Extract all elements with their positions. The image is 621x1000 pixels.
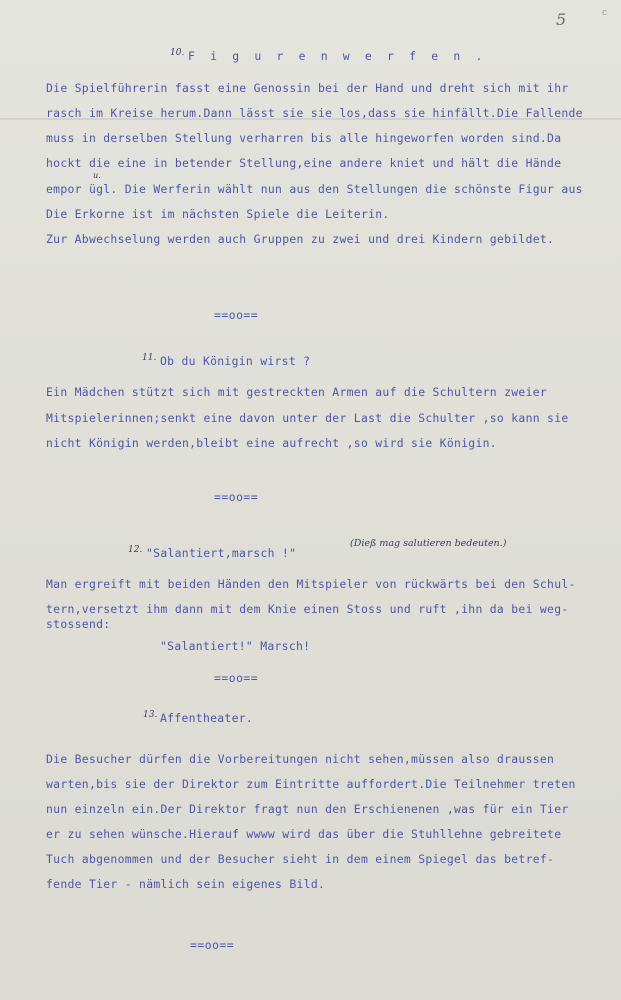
- text-line: stossend:: [46, 617, 111, 631]
- section-number: 13.: [143, 710, 158, 720]
- section-number: 12.: [128, 545, 143, 555]
- text-line: Die Besucher dürfen die Vorbereitungen nicht sehen,müssen also draussen: [46, 752, 555, 766]
- text-line: nun einzeln ein.Der Direktor fragt nun den Erschienenen ,was für ein Tier: [46, 802, 569, 816]
- text-line: Die Erkorne ist im nächsten Spiele die Leiterin.: [46, 207, 390, 221]
- section-title: "Salantiert,marsch !": [146, 546, 297, 560]
- text-line: Man ergreift mit beiden Händen den Mitspieler von rückwärts bei den Schul-: [46, 577, 576, 591]
- section-number: 10.: [170, 48, 185, 58]
- section-title: Ob du Königin wirst ?: [160, 354, 311, 368]
- text-line: er zu sehen wünsche.Hierauf wwww wird das über die Stuhllehne gebreitete: [46, 827, 562, 841]
- handwritten-note: (Dieß mag salutieren bedeuten.): [350, 538, 507, 549]
- text-line: Zur Abwechselung werden auch Gruppen zu zwei und drei Kindern gebildet.: [46, 232, 555, 246]
- section-title: Affentheater.: [160, 711, 254, 725]
- section-separator: ==oo==: [214, 671, 259, 685]
- corner-mark: c: [602, 8, 608, 18]
- section-number: 11.: [142, 353, 157, 363]
- text-line: warten,bis sie der Direktor zum Eintritte auffordert.Die Teilnehmer treten: [46, 777, 576, 791]
- text-line: Ein Mädchen stützt sich mit gestreckten Armen auf die Schultern zweier: [46, 385, 548, 399]
- interlinear-note: u.: [93, 171, 101, 180]
- section-separator: ==oo==: [214, 490, 259, 504]
- text-line: fende Tier - nämlich sein eigenes Bild.: [46, 877, 326, 891]
- section-separator: ==oo==: [214, 308, 259, 322]
- section-title: F i g u r e n w e r f e n .: [188, 49, 487, 63]
- text-line: Mitspielerinnen;senkt eine davon unter der Last die Schulter ,so kann sie: [46, 411, 569, 425]
- text-line: tern,versetzt ihm dann mit dem Knie einen Stoss und ruft ,ihn da bei weg-: [46, 602, 569, 616]
- text-line: Tuch abgenommen und der Besucher sieht in dem einem Spiegel das betref-: [46, 852, 555, 866]
- text-line: empor ügl. Die Werferin wählt nun aus den Stellungen die schönste Figur aus: [46, 182, 583, 196]
- text-line: Die Spielführerin fasst eine Genossin bei der Hand und dreht sich mit ihr: [46, 81, 569, 95]
- text-line: nicht Königin werden,bleibt eine aufrecht ,so wird sie Königin.: [46, 436, 497, 450]
- text-line: muss in derselben Stellung verharren bis alle hingeworfen worden sind.Da: [46, 131, 562, 145]
- text-line: "Salantiert!" Marsch!: [160, 639, 311, 653]
- section-separator: ==oo==: [190, 938, 235, 952]
- page-number: 5: [556, 10, 567, 29]
- text-line: rasch im Kreise herum.Dann lässt sie sie los,dass sie hinfällt.Die Fallende: [46, 106, 583, 120]
- text-line: hockt die eine in betender Stellung,eine andere kniet und hält die Hände: [46, 156, 562, 170]
